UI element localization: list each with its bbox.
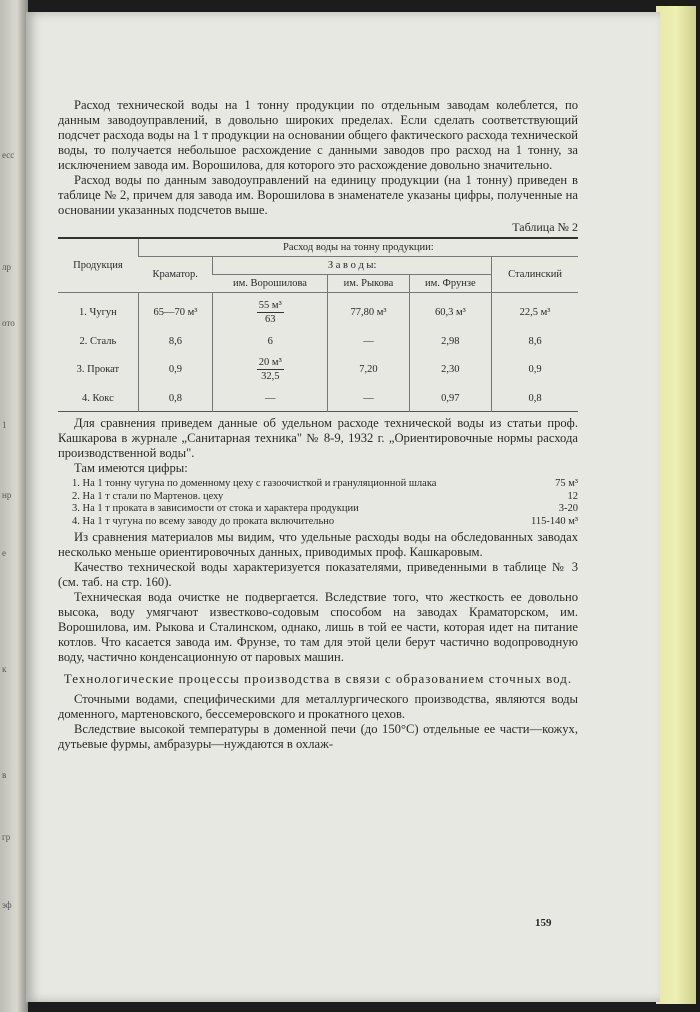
cell-voroshilov: — xyxy=(213,385,328,412)
cell-rykov: — xyxy=(328,385,409,412)
cell-kramator: 65—70 м³ xyxy=(138,293,212,329)
paragraph: Расход технической воды на 1 тонну продукции по отдельным заводам колеблется, по данным заводоуправлений, в довольно широких пределах. Если сделать соответствующий подсчет расхода воды на 1 т продукции на основании общего фактического расхода технической воды, то получается небольшое расхождение с данными заводов про расход на 1 тонну, за исключением завода им. Ворошилова, для которого это расхождение довольно значительно. xyxy=(58,98,578,172)
col-header-stalin: Сталинский xyxy=(492,257,578,293)
cell-voroshilov xyxy=(213,354,328,385)
norm-text: 1. На 1 тонну чугуна по доменному цеху с газоочисткой и грануляционной шлака xyxy=(72,478,437,489)
cell-stalin: 22,5 м³ xyxy=(492,293,578,329)
row-label: 3. Прокат xyxy=(76,364,120,375)
norm-value: 12 xyxy=(567,490,578,502)
paragraph: Для сравнения приведем данные об удельном расходе технической воды из статьи проф. Кашкарова в журнале „Санитарная техника" № 8-9, 1932 г. „Ориентировочные нормы расхода производственной воды". xyxy=(58,416,578,460)
cell-stalin: 8,6 xyxy=(492,328,578,354)
table-caption: Таблица № 2 xyxy=(512,220,578,234)
cell-voroshilov-denominator: 63 xyxy=(265,314,276,325)
col-header-frunze: им. Фрунзе xyxy=(409,275,492,293)
cell-kramator: 0,9 xyxy=(138,354,212,385)
cell-frunze: 2,30 xyxy=(409,354,492,385)
cell-kramator: 8,6 xyxy=(138,328,212,354)
cell-frunze: 60,3 м³ xyxy=(409,293,492,329)
paragraph: Сточными водами, специфическими для металлургического производства, являются воды доменного, мартеновского, бессемеровского и прокатного цехов. xyxy=(58,692,578,721)
col-header-rykov: им. Рыкова xyxy=(328,275,409,293)
cell-frunze: 0,97 xyxy=(409,385,492,412)
cell-voroshilov xyxy=(213,293,328,329)
col-header-voroshilov: им. Ворошилова xyxy=(213,275,328,293)
book-page xyxy=(26,12,660,1002)
paragraph: Техническая вода очистке не подвергается. Вследствие того, что жесткость ее довольно высока, воду умягчают известково-содовым способом на заводах Краматорском, им. Ворошилова, им. Рыкова и Сталинском, однако, лишь в той ее части, которая идет на питание котлов. Что касается завода им. Фрунзе, то там для этой цели берут частично водопроводную воду, частично конденсационную от паровых машин. xyxy=(58,590,578,664)
cell-voroshilov-numerator: 20 м³ xyxy=(258,357,282,368)
paragraph: Из сравнения материалов мы видим, что удельные расходы воды на обследованных заводах несколько меньше ориентировочных данных, приводимых проф. Кашкаровым. xyxy=(58,530,578,559)
previous-page-edge: есс лр ото 1 нр е к в гр эф xyxy=(0,0,28,1012)
norm-value: 3-20 xyxy=(558,503,578,514)
norm-text: 4. На 1 т чугуна по всему заводу до проката включительно xyxy=(72,515,335,527)
norm-value: 75 м³ xyxy=(555,478,578,489)
page-content xyxy=(58,98,578,752)
norm-text: 2. На 1 т стали по Мартенов. цеху xyxy=(72,490,224,502)
paragraph: Качество технической воды характеризуется показателями, приведенными в таблице № 3 (см. таб. на стр. 160). xyxy=(58,560,578,589)
paragraph: Вследствие высокой температуры в доменной печи (до 150°С) отдельные ее части—кожух, дутьевые фурмы, амбразуры—нуждаются в охлаж- xyxy=(58,722,578,751)
section-heading: Технологические процессы производства в связи с образованием сточных вод. xyxy=(63,671,573,686)
cell-rykov: — xyxy=(328,328,409,354)
list-item xyxy=(58,503,578,516)
cell-kramator: 0,8 xyxy=(138,385,212,412)
col-header-kramator: Краматор. xyxy=(138,257,212,293)
cell-voroshilov-numerator: 55 м³ xyxy=(258,300,282,311)
cell-voroshilov: 6 xyxy=(213,328,328,354)
norms-list xyxy=(58,478,578,528)
cell-stalin: 0,8 xyxy=(492,385,578,412)
cell-rykov: 77,80 м³ xyxy=(328,293,409,329)
paragraph: Расход воды по данным заводоуправлений на единицу продукции (на 1 тонну) приведен в таблице № 2, причем для завода им. Ворошилова в знаменателе указаны цифры, полученные на основании указанных подсчетов выше. xyxy=(58,173,578,217)
paragraph: Там имеются цифры: xyxy=(74,461,188,475)
row-label: 2. Сталь xyxy=(79,335,117,347)
table-row xyxy=(58,354,578,385)
water-consumption-table xyxy=(58,237,578,412)
cell-frunze: 2,98 xyxy=(409,328,492,354)
table-row xyxy=(58,328,578,354)
cell-stalin: 0,9 xyxy=(492,354,578,385)
norm-value: 115-140 м³ xyxy=(530,515,578,527)
table-header-product: Продукция xyxy=(58,238,138,293)
table-row xyxy=(58,293,578,329)
table-header-water-group: Расход воды на тонну продукции: xyxy=(138,238,578,257)
list-item xyxy=(58,478,578,491)
list-item xyxy=(58,491,578,504)
row-label: 1. Чугун xyxy=(79,307,117,318)
page-stack-edge xyxy=(656,6,696,1004)
list-item xyxy=(58,516,578,529)
cell-voroshilov-denominator: 32,5 xyxy=(261,371,280,382)
table-row xyxy=(58,385,578,412)
page-number: 159 xyxy=(535,917,552,929)
table-header-plants-group: З а в о д ы: xyxy=(213,257,492,275)
cell-rykov: 7,20 xyxy=(328,354,409,385)
norm-text: 3. На 1 т проката в зависимости от стока и характера продукции xyxy=(72,503,359,514)
row-label: 4. Кокс xyxy=(82,392,114,404)
